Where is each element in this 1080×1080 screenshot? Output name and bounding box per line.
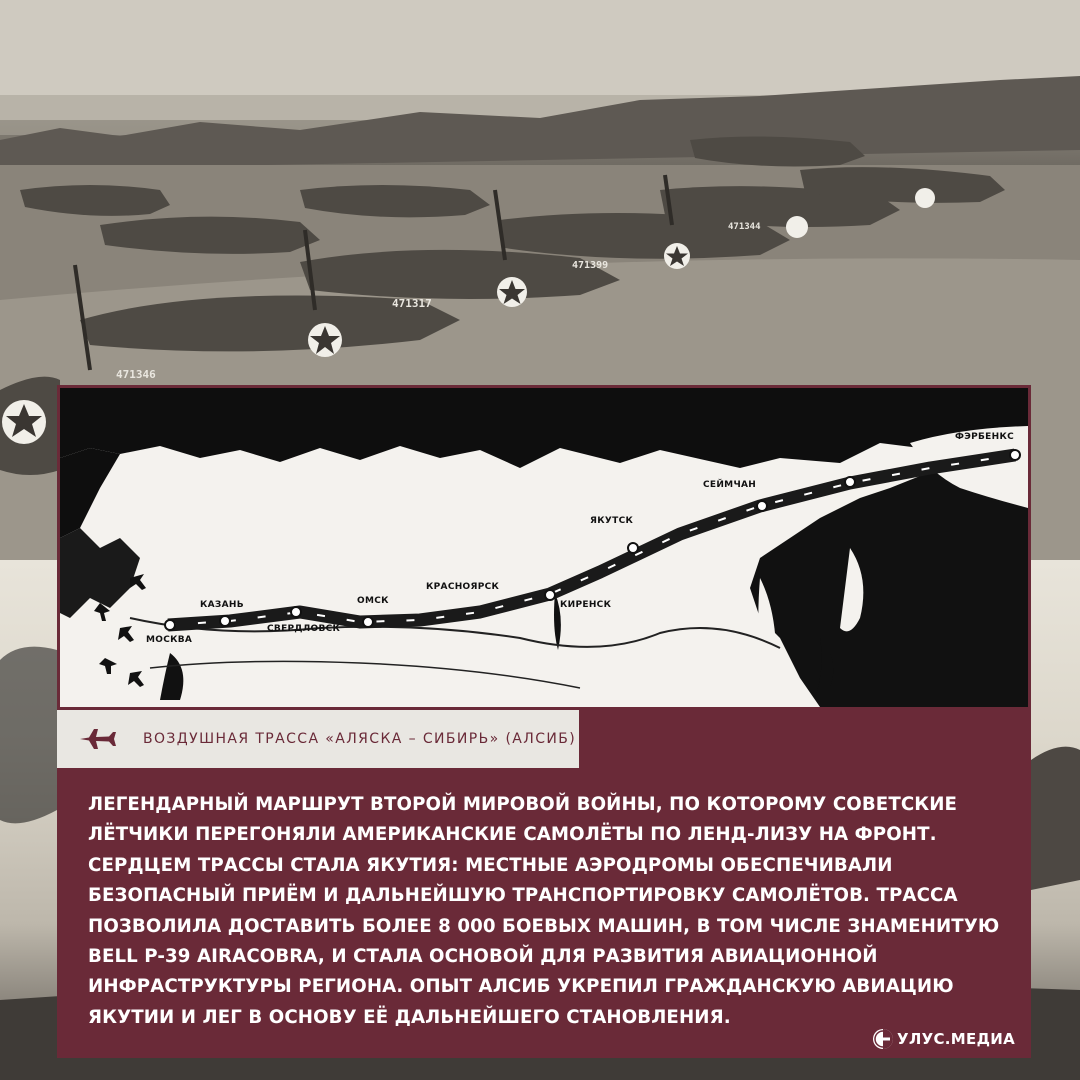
city-label-kazan: КАЗАНЬ (200, 600, 244, 610)
brand-name: УЛУС.МЕДИА (897, 1030, 1015, 1048)
text-panel-extension (579, 710, 1031, 768)
ulus-logo-icon (872, 1028, 894, 1050)
city-label-yakutsk: ЯКУТСК (590, 516, 634, 526)
city-label-seymchan: СЕЙМЧАН (703, 480, 757, 490)
map-illustration (60, 388, 1028, 707)
route-map-frame (57, 385, 1031, 710)
map-caption-bar (57, 710, 579, 768)
alsib-route-map (60, 388, 1028, 707)
aircraft-number: 471344 (728, 222, 761, 232)
brand-mark (872, 1028, 1015, 1050)
city-label-kirensk: КИРЕНСК (560, 600, 612, 610)
aircraft-number: 471399 (572, 260, 609, 271)
city-label-krasnoyarsk: КРАСНОЯРСК (426, 582, 500, 592)
airplane-icon (79, 728, 117, 750)
map-caption-text: ВОЗДУШНАЯ ТРАССА «АЛЯСКА – СИБИРЬ» (АЛСИБ) (143, 730, 577, 747)
city-label-fairbanks: ФЭРБЕНКС (955, 432, 1015, 442)
aircraft-number: 471317 (392, 297, 432, 310)
body-paragraph: ЛЕГЕНДАРНЫЙ МАРШРУТ ВТОРОЙ МИРОВОЙ ВОЙНЫ, ПО КОТОРОМУ СОВЕТСКИЕ ЛЁТЧИКИ ПЕРЕГОНЯЛИ АМЕРИКАНСКИЕ САМОЛЁТЫ ПО ЛЕНД-ЛИЗУ НА ФРОНТ. СЕРДЦЕМ ТРАССЫ СТАЛА ЯКУТИЯ: МЕСТНЫЕ АЭРОДРОМЫ ОБЕСПЕЧИВАЛИ БЕЗОПАСНЫЙ ПРИЁМ И ДАЛЬНЕЙШУЮ ТРАНСПОРТИРОВКУ САМОЛЁТОВ. ТРАССА ПОЗВОЛИЛА ДОСТАВИТЬ БОЛЕЕ 8 000 БОЕВЫХ МАШИН, В ТОМ ЧИСЛЕ ЗНАМЕНИТУЮ BELL P-39 AIRACOBRA, И СТАЛА ОСНОВОЙ ДЛЯ РАЗВИТИЯ АВИАЦИОННОЙ ИНФРАСТРУКТУРЫ РЕГИОНА. ОПЫТ АЛСИБ УКРЕПИЛ ГРАЖДАНСКУЮ АВИАЦИЮ ЯКУТИИ И ЛЕГ В ОСНОВУ ЕЁ ДАЛЬНЕЙШЕГО СТАНОВЛЕНИЯ. (88, 794, 1000, 1028)
city-label-omsk: ОМСК (357, 596, 389, 606)
text-panel (57, 768, 1031, 1058)
city-label-moscow: МОСКВА (146, 635, 193, 645)
aircraft-number: 471346 (116, 368, 156, 381)
city-label-sverdlovsk: СВЕРДЛОВСК (267, 624, 341, 634)
